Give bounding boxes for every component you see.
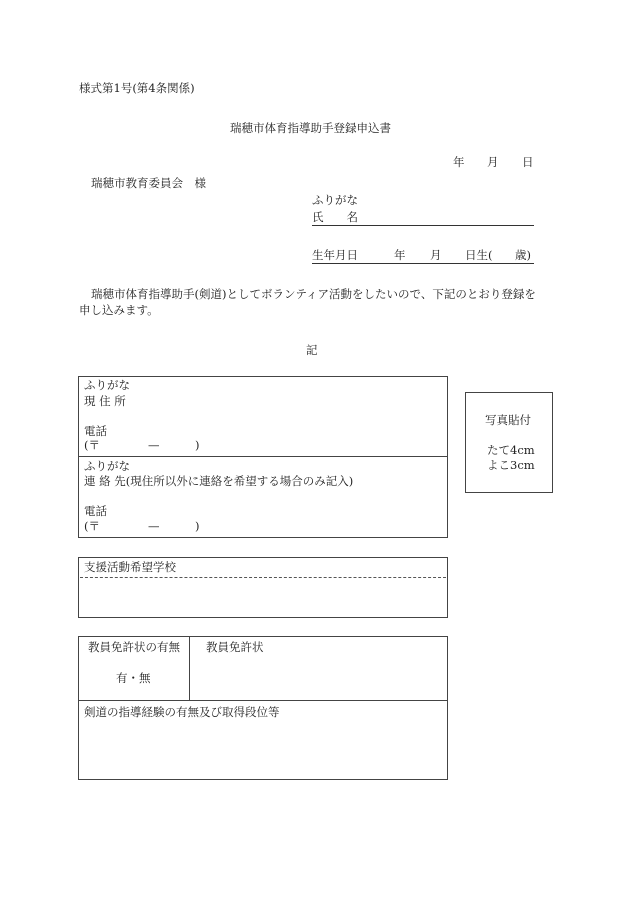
photo-width-label: よこ3cm xyxy=(487,458,535,472)
photo-label: 写真貼付 xyxy=(485,413,531,427)
body-text-line1: 瑞穂市体育指導助手(剣道)としてボランティア活動をしたいので、下記のとおり登録を xyxy=(91,287,536,301)
birth-underline xyxy=(312,263,534,264)
address-phone-label: 電話 xyxy=(84,424,107,438)
birth-date-label: 生年月日 xyxy=(312,248,358,262)
date-day-label: 日 xyxy=(522,155,534,169)
school-label: 支援活動希望学校 xyxy=(84,560,176,574)
age-suffix-label: 歳) xyxy=(515,248,531,262)
license-label: 教員免許状 xyxy=(206,640,264,654)
address-postal-dash: — xyxy=(148,438,160,452)
birth-year-label: 年 xyxy=(394,248,406,262)
address-contact-divider xyxy=(78,456,448,457)
license-has-label: 教員免許状の有無 xyxy=(88,640,180,654)
license-kendo-divider xyxy=(78,700,448,701)
contact-postal-open: (〒 xyxy=(84,519,100,533)
kendo-experience-label: 剣道の指導経験の有無及び取得段位等 xyxy=(84,705,280,719)
form-number: 様式第1号(第4条関係) xyxy=(79,81,195,95)
license-choice: 有・無 xyxy=(116,671,151,685)
address-furigana-label: ふりがな xyxy=(84,378,130,392)
date-month-label: 月 xyxy=(487,155,499,169)
contact-phone-label: 電話 xyxy=(84,504,107,518)
school-dashed-divider xyxy=(80,577,446,578)
address-label: 現 住 所 xyxy=(84,394,126,408)
contact-postal-dash: — xyxy=(148,519,160,533)
birth-day-age-label: 日生( xyxy=(465,248,493,262)
name-underline xyxy=(312,225,534,226)
contact-postal-close: ) xyxy=(195,519,200,533)
body-text-line2: 申し込みます。 xyxy=(79,303,159,317)
address-contact-box xyxy=(78,376,448,538)
ki-label: 記 xyxy=(306,343,318,357)
applicant-name-label: 氏 名 xyxy=(312,210,358,224)
contact-furigana-label: ふりがな xyxy=(84,459,130,473)
applicant-furigana-label: ふりがな xyxy=(312,193,358,207)
address-postal-close: ) xyxy=(195,438,200,452)
addressee: 瑞穂市教育委員会 様 xyxy=(91,176,206,190)
license-vertical-divider xyxy=(189,636,190,700)
date-year-label: 年 xyxy=(453,155,465,169)
contact-label: 連 絡 先(現住所以外に連絡を希望する場合のみ記入) xyxy=(84,474,354,488)
address-postal-open: (〒 xyxy=(84,438,100,452)
photo-height-label: たて4cm xyxy=(487,443,535,457)
form-title: 瑞穂市体育指導助手登録申込書 xyxy=(230,121,391,135)
birth-month-label: 月 xyxy=(430,248,442,262)
